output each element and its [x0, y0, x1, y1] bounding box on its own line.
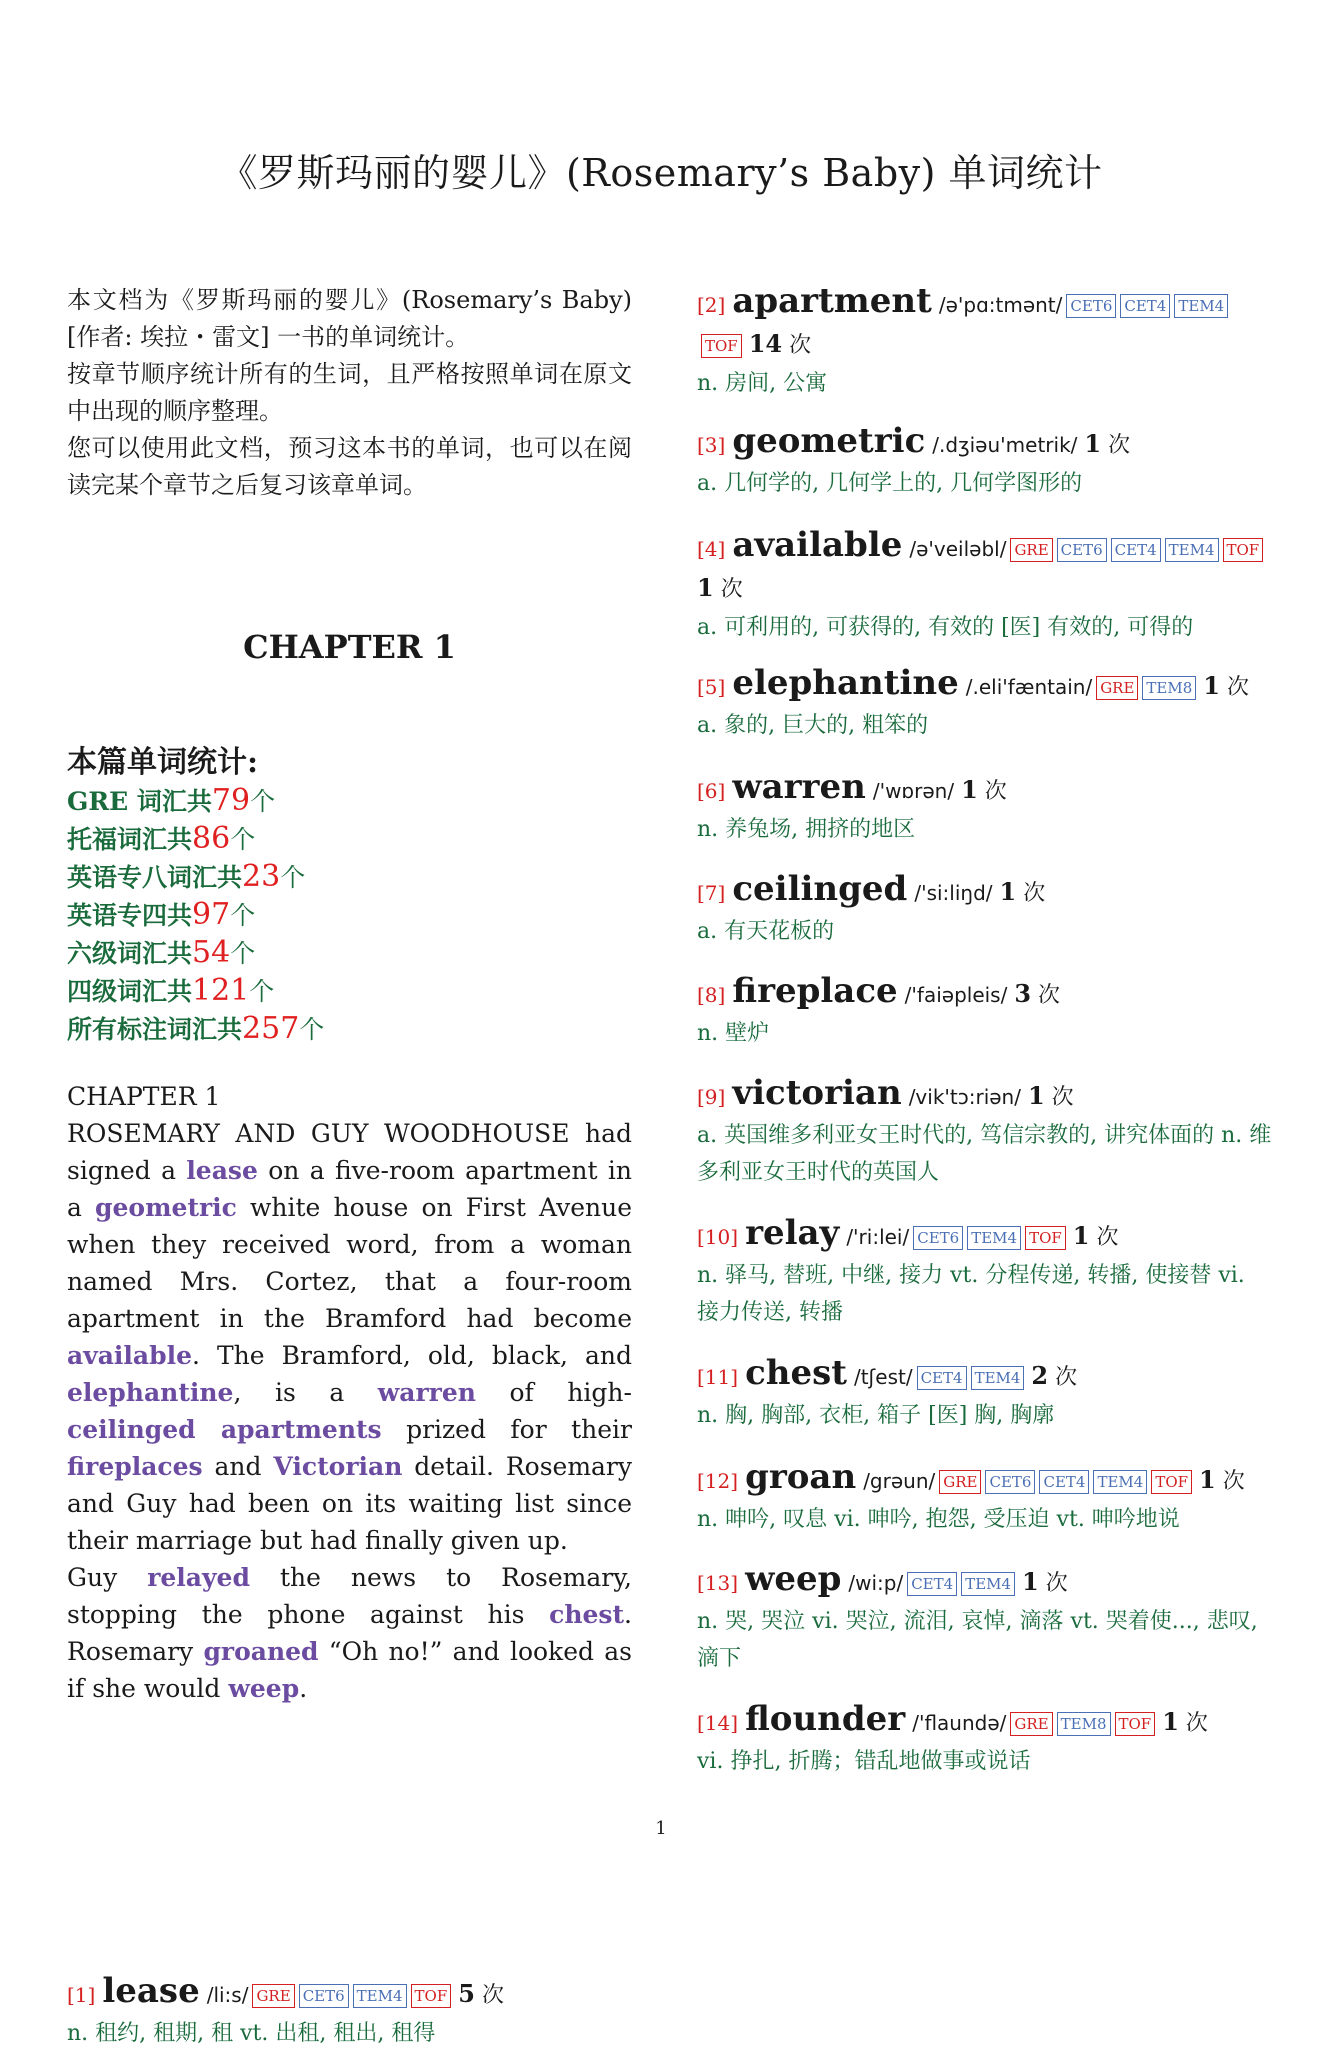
intro-text — [67, 282, 632, 504]
chapter-passage — [67, 1078, 632, 1707]
entry-definition: n. 哭, 哭泣 vi. 哭泣, 流泪, 哀悼, 滴落 vt. 哭着使..., 悲叹, 滴下 — [697, 1609, 1258, 1671]
entry-definition: n. 呻吟, 叹息 vi. 呻吟, 抱怨, 受压迫 vt. 呻吟地说 — [697, 1507, 1180, 1532]
word-entry-header — [697, 1458, 1272, 1501]
entry-definition: n. 胸, 胸部, 衣柜, 箱子 [医] 胸, 胸廓 — [697, 1403, 1055, 1428]
exam-tag-badge: CET6 — [299, 1984, 349, 2008]
entry-word: warren — [732, 767, 866, 807]
intro-line: 本文档为《罗斯玛丽的婴儿》(Rosemary’s Baby)[作者: 埃拉・雷文] 一书的单词统计。 — [67, 286, 632, 351]
word-entries-left — [67, 1972, 632, 2052]
stats-count: 121 — [192, 973, 250, 1008]
chapter-heading: CHAPTER 1 — [243, 628, 456, 666]
exam-tag-badge: TEM4 — [961, 1572, 1015, 1596]
entry-index: [3] — [697, 433, 726, 457]
passage-text: white house on First Avenue when they received word, from a woman named Mrs. Cortez, that a four-room apartment in the Bramford had become — [67, 1193, 632, 1333]
entry-count: 1 — [999, 877, 1017, 906]
stats-item — [67, 934, 324, 972]
word-entry-header — [697, 664, 1272, 707]
passage-text: “Oh no!” and looked as if she would — [67, 1637, 632, 1703]
exam-tag-badge: TOF — [1025, 1226, 1066, 1250]
stats-unit: 个 — [230, 901, 256, 930]
word-entry-header — [697, 526, 1272, 609]
entry-count: 1 — [1162, 1707, 1179, 1736]
exam-tag-badge: CET4 — [907, 1572, 957, 1596]
highlighted-word: chest — [549, 1600, 625, 1629]
stats-count: 86 — [192, 821, 231, 856]
entry-phonetic: /'wɒrən/ — [872, 779, 955, 803]
stats-count: 54 — [192, 935, 231, 970]
exam-tag-badge: GRE — [939, 1470, 981, 1494]
exam-tag-badge: CET4 — [1111, 538, 1161, 562]
entry-count: 1 — [961, 775, 978, 804]
exam-tag-badge: CET4 — [1039, 1470, 1089, 1494]
entry-index: [7] — [697, 881, 726, 905]
entry-times: 次 — [1226, 675, 1249, 700]
entry-count: 1 — [1027, 1081, 1045, 1110]
exam-tag-badge: TEM8 — [1057, 1712, 1111, 1736]
exam-tag-badge: TEM4 — [1093, 1470, 1147, 1494]
word-entry — [697, 1354, 1272, 1434]
exam-tag-badge: TOF — [1151, 1470, 1192, 1494]
intro-line: 您可以使用此文档，预习这本书的单词，也可以在阅读完某个章节之后复习该章单词。 — [67, 434, 632, 499]
entry-count: 2 — [1031, 1361, 1049, 1390]
entry-phonetic: /'flaundə/ — [912, 1711, 1007, 1735]
entry-phonetic: /'si:liŋd/ — [914, 881, 993, 905]
entry-times: 次 — [720, 577, 743, 602]
entry-definition: a. 英国维多利亚女王时代的, 笃信宗教的, 讲究体面的 n. 维多利亚女王时代的英国人 — [697, 1123, 1272, 1185]
entry-definition: n. 壁炉 — [697, 1021, 770, 1046]
stats-title: 本篇单词统计: — [67, 745, 259, 780]
entry-frequency — [1024, 1361, 1078, 1390]
entry-count: 1 — [1084, 429, 1102, 458]
entry-times: 次 — [1023, 881, 1046, 906]
entry-phonetic: /vik'tɔ:riən/ — [908, 1085, 1021, 1109]
exam-tag-badge: TOF — [411, 1984, 452, 2008]
entry-frequency — [697, 573, 743, 602]
entry-times: 次 — [1055, 1365, 1078, 1390]
stats-count: 97 — [192, 897, 231, 932]
entry-definition: a. 象的, 巨大的, 粗笨的 — [697, 713, 929, 738]
entry-count: 1 — [1072, 1221, 1090, 1250]
highlighted-word: groaned — [203, 1637, 319, 1666]
passage-text: prized for their — [381, 1415, 633, 1444]
highlighted-word: relayed — [147, 1563, 250, 1592]
stats-label: 托福词汇共 — [67, 825, 193, 854]
entry-times: 次 — [1222, 1469, 1245, 1494]
stats-unit: 个 — [280, 863, 306, 892]
entry-word: weep — [745, 1559, 842, 1599]
exam-tag-badge: GRE — [252, 1984, 294, 2008]
stats-count: 79 — [211, 783, 251, 818]
passage-text: on a five-room apartment in a — [67, 1156, 632, 1222]
entry-frequency — [1196, 671, 1249, 700]
word-entry — [697, 1074, 1272, 1191]
entry-definition: a. 几何学的, 几何学上的, 几何学图形的 — [697, 471, 1083, 496]
entry-times: 次 — [1185, 1711, 1208, 1736]
stats-item — [67, 1010, 324, 1048]
passage-text: and — [202, 1452, 274, 1481]
page-title: 《罗斯玛丽的婴儿》(Rosemary’s Baby) 单词统计 — [219, 151, 1103, 195]
stats-label: 英语专八词汇共 — [67, 863, 243, 892]
entry-frequency — [1066, 1221, 1119, 1250]
word-entry-header — [697, 972, 1272, 1015]
exam-tag-badge: CET4 — [917, 1366, 967, 1390]
entry-phonetic: /ə'veiləbl/ — [909, 537, 1007, 561]
stats-unit: 个 — [299, 1015, 325, 1044]
exam-tag-badge: TEM4 — [353, 1984, 407, 2008]
entry-frequency — [1155, 1707, 1208, 1736]
exam-tag-badge: TEM8 — [1142, 676, 1196, 700]
exam-tag-badge: CET6 — [985, 1470, 1035, 1494]
entry-definition: n. 养兔场, 拥挤的地区 — [697, 817, 916, 842]
highlighted-word: available — [67, 1341, 192, 1370]
word-entry — [697, 972, 1272, 1052]
exam-tag-badge: TOF — [1115, 1712, 1156, 1736]
entry-phonetic: /'faiəpleis/ — [904, 983, 1008, 1007]
stats-unit: 个 — [249, 977, 275, 1006]
entry-count: 14 — [748, 329, 783, 358]
highlighted-word: Victorian — [273, 1452, 403, 1481]
entry-definition: n. 房间, 公寓 — [697, 371, 828, 396]
entry-frequency — [993, 877, 1046, 906]
entry-index: [14] — [697, 1711, 739, 1735]
entry-word: relay — [745, 1213, 840, 1253]
entry-count: 1 — [697, 573, 714, 602]
entry-word: geometric — [732, 421, 926, 461]
entry-phonetic: /.eli'fæntain/ — [965, 675, 1093, 699]
entry-index: [11] — [697, 1365, 739, 1389]
stats-item — [67, 858, 324, 896]
exam-tag-badge: CET6 — [1066, 294, 1116, 318]
entry-count: 1 — [1203, 671, 1220, 700]
word-entry-header — [67, 1972, 632, 2015]
entry-phonetic: /li:s/ — [206, 1983, 249, 2007]
entry-times: 次 — [1045, 1571, 1068, 1596]
passage-paragraph — [67, 1559, 632, 1707]
exam-tag-badge: CET6 — [1057, 538, 1107, 562]
exam-tag-badge: GRE — [1010, 538, 1052, 562]
entry-definition: a. 可利用的, 可获得的, 有效的 [医] 有效的, 可得的 — [697, 615, 1194, 640]
entry-times: 次 — [1096, 1225, 1119, 1250]
word-entry-header — [697, 1214, 1272, 1257]
entry-phonetic: /ə'pɑ:tmənt/ — [938, 293, 1063, 317]
passage-text: , is a — [233, 1378, 378, 1407]
word-entry-header — [697, 282, 1272, 365]
entry-frequency — [954, 775, 1007, 804]
passage-paragraph — [67, 1115, 632, 1559]
stats-unit: 个 — [250, 787, 276, 816]
word-entry-header — [697, 768, 1272, 811]
stats-label: 所有标注词汇共 — [67, 1015, 243, 1044]
word-entry — [697, 1214, 1272, 1331]
exam-tag-badge: CET4 — [1120, 294, 1170, 318]
entry-index: [9] — [697, 1085, 726, 1109]
entry-index: [1] — [67, 1983, 96, 2007]
entry-word: apartment — [732, 281, 932, 321]
word-entry — [697, 422, 1272, 502]
entry-phonetic: /.dʒiəu'metrik/ — [932, 433, 1078, 457]
entry-frequency — [1021, 1081, 1074, 1110]
word-entry — [697, 282, 1272, 402]
passage-text: . — [299, 1674, 308, 1703]
exam-tag-badge: GRE — [1010, 1712, 1052, 1736]
entry-count: 1 — [1199, 1465, 1216, 1494]
passage-text: Guy — [67, 1563, 148, 1592]
entry-times: 次 — [1108, 433, 1131, 458]
word-entry — [697, 1560, 1272, 1677]
passage-text: the news to Rosemary, stopping the phone against his — [67, 1563, 632, 1629]
passage-text: of high- — [475, 1378, 632, 1407]
highlighted-word: elephantine — [67, 1378, 234, 1407]
entry-word: victorian — [732, 1073, 902, 1113]
entry-frequency — [451, 1979, 504, 2008]
word-entry-header — [697, 422, 1272, 465]
entry-index: [4] — [697, 537, 726, 561]
entry-times: 次 — [984, 779, 1007, 804]
stats-item — [67, 972, 324, 1010]
passage-heading: CHAPTER 1 — [67, 1082, 221, 1111]
highlighted-word: warren — [377, 1378, 476, 1407]
stats-item — [67, 820, 324, 858]
word-entry — [697, 526, 1272, 646]
word-entry-header — [697, 870, 1272, 913]
passage-text: ROSEMARY AND GUY WOODHOUSE had signed a — [67, 1119, 632, 1185]
entry-count: 3 — [1014, 979, 1032, 1008]
word-entry-header — [697, 1700, 1272, 1743]
entry-count: 1 — [1022, 1567, 1039, 1596]
entry-definition: n. 租约, 租期, 租 vt. 出租, 租出, 租得 — [67, 2021, 436, 2046]
stats-label: 英语专四共 — [67, 901, 193, 930]
entry-word: flounder — [745, 1699, 906, 1739]
exam-tag-badge: TEM4 — [971, 1366, 1025, 1390]
passage-text: . The Bramford, old, black, and — [192, 1341, 632, 1370]
entry-frequency — [1007, 979, 1061, 1008]
exam-tag-badge: TEM4 — [967, 1226, 1021, 1250]
highlighted-word: fireplaces — [67, 1452, 203, 1481]
word-entry-header — [697, 1074, 1272, 1117]
entry-frequency — [1192, 1465, 1245, 1494]
entry-index: [8] — [697, 983, 726, 1007]
stats-label: 四级词汇共 — [67, 977, 193, 1006]
stats-item — [67, 896, 324, 934]
exam-tag-badge: TOF — [1223, 538, 1264, 562]
exam-tag-badge: TEM4 — [1174, 294, 1228, 318]
entry-word: elephantine — [732, 663, 959, 703]
entry-frequency — [1077, 429, 1131, 458]
entry-index: [10] — [697, 1225, 739, 1249]
entry-index: [12] — [697, 1469, 739, 1493]
stats-label: GRE 词汇共 — [67, 787, 212, 816]
vocabulary-stats — [67, 782, 324, 1048]
entry-phonetic: /tʃest/ — [853, 1365, 913, 1389]
entry-word: available — [732, 525, 903, 565]
highlighted-word: geometric — [95, 1193, 237, 1222]
passage-text: detail. Rosemary and Guy had been on its waiting list since their marriage but had finally given up. — [67, 1452, 633, 1555]
stats-item — [67, 782, 324, 820]
entry-phonetic: /grəun/ — [863, 1469, 936, 1493]
entry-word: ceilinged — [732, 869, 908, 909]
stats-count: 23 — [242, 859, 281, 894]
exam-tag-badge: TEM4 — [1165, 538, 1219, 562]
word-entry-header — [697, 1560, 1272, 1603]
word-entry — [697, 768, 1272, 848]
entry-phonetic: /'ri:lei/ — [846, 1225, 910, 1249]
highlighted-word: lease — [186, 1156, 258, 1185]
exam-tag-badge: GRE — [1096, 676, 1138, 700]
entry-index: [6] — [697, 779, 726, 803]
entry-times: 次 — [1038, 983, 1061, 1008]
highlighted-word: ceilinged apartments — [67, 1415, 382, 1444]
entry-word: chest — [745, 1353, 847, 1393]
entry-frequency — [1015, 1567, 1068, 1596]
entry-frequency — [742, 329, 812, 358]
entry-definition: vi. 挣扎, 折腾；错乱地做事或说话 — [697, 1749, 1031, 1774]
word-entry — [697, 1700, 1272, 1780]
stats-count: 257 — [242, 1011, 300, 1046]
word-entry-header — [697, 1354, 1272, 1397]
entry-definition: n. 驿马, 替班, 中继, 接力 vt. 分程传递, 转播, 使接替 vi. 接力传送, 转播 — [697, 1263, 1245, 1325]
word-entry — [67, 1972, 632, 2052]
entry-times: 次 — [789, 333, 812, 358]
word-entry — [697, 870, 1272, 950]
entry-phonetic: /wi:p/ — [848, 1571, 904, 1595]
entry-count: 5 — [458, 1979, 475, 2008]
entry-word: groan — [745, 1457, 857, 1497]
highlighted-word: weep — [228, 1674, 300, 1703]
entry-definition: a. 有天花板的 — [697, 919, 835, 944]
entry-word: lease — [102, 1971, 200, 2011]
passage-text: . Rosemary — [67, 1600, 632, 1666]
exam-tag-badge: CET6 — [913, 1226, 963, 1250]
entry-index: [2] — [697, 293, 726, 317]
entry-times: 次 — [1051, 1085, 1074, 1110]
entry-times: 次 — [481, 1983, 504, 2008]
entry-index: [5] — [697, 675, 726, 699]
page-number: 1 — [655, 1818, 667, 1839]
stats-label: 六级词汇共 — [67, 939, 193, 968]
intro-line: 按章节顺序统计所有的生词，且严格按照单词在原文中出现的顺序整理。 — [67, 360, 632, 425]
left-column — [67, 282, 633, 2046]
word-entry — [697, 1458, 1272, 1538]
stats-unit: 个 — [230, 825, 256, 854]
stats-unit: 个 — [230, 939, 256, 968]
entry-word: fireplace — [732, 971, 898, 1011]
entry-index: [13] — [697, 1571, 739, 1595]
word-entry — [697, 664, 1272, 744]
exam-tag-badge: TOF — [701, 334, 742, 358]
